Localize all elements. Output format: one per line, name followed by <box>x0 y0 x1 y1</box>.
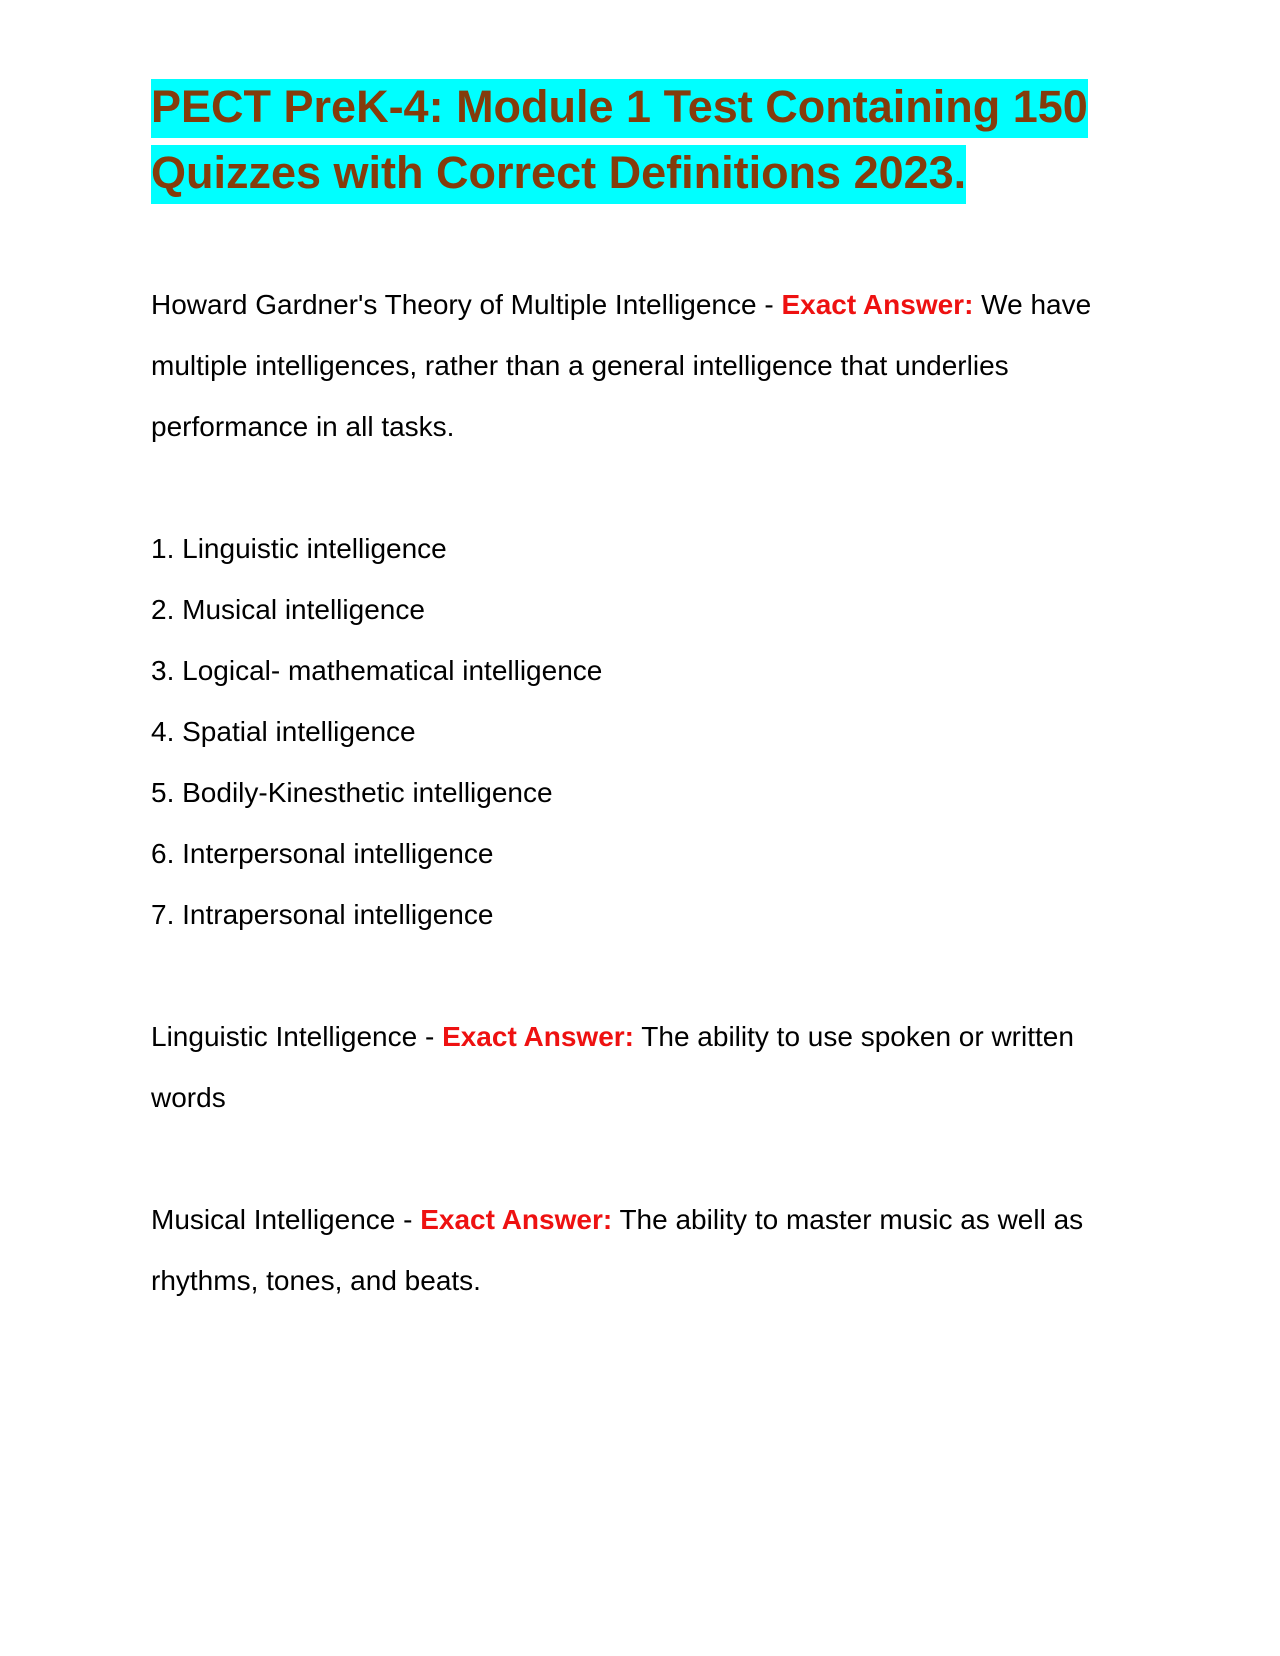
document-page <box>151 74 1131 1311</box>
list-item: 7. Intrapersonal intelligence <box>151 899 494 930</box>
answer-text: The ability to master music as well as rhythms, tones, and beats. <box>151 1204 1084 1296</box>
list-item: 5. Bodily-Kinesthetic intelligence <box>151 777 553 808</box>
question-term: Musical Intelligence <box>151 1204 396 1235</box>
intelligences-list <box>151 518 1131 945</box>
term-separator: - <box>417 1021 443 1052</box>
list-item: 6. Interpersonal intelligence <box>151 838 494 869</box>
question-gardner-theory <box>151 274 1131 457</box>
list-item: 3. Logical- mathematical intelligence <box>151 655 603 686</box>
question-linguistic <box>151 1006 1131 1128</box>
term-separator: - <box>395 1204 421 1235</box>
question-term: Howard Gardner's Theory of Multiple Intelligence <box>151 289 757 320</box>
answer-text: We have multiple intelligences, rather than a general intelligence that underlies performance in all tasks. <box>151 289 1092 442</box>
title-highlight: PECT PreK-4: Module 1 Test Containing 150 Quizzes with Correct Definitions 2023. <box>151 79 1088 204</box>
term-separator: - <box>756 289 782 320</box>
answer-text: The ability to use spoken or written words <box>151 1021 1074 1113</box>
question-musical <box>151 1189 1131 1311</box>
list-item: 1. Linguistic intelligence <box>151 533 447 564</box>
exact-answer-label: Exact Answer: <box>781 289 974 320</box>
document-title <box>151 74 1131 206</box>
exact-answer-label: Exact Answer: <box>420 1204 613 1235</box>
exact-answer-label: Exact Answer: <box>442 1021 634 1052</box>
list-item: 4. Spatial intelligence <box>151 716 416 747</box>
question-term: Linguistic Intelligence <box>151 1021 418 1052</box>
list-item: 2. Musical intelligence <box>151 594 425 625</box>
